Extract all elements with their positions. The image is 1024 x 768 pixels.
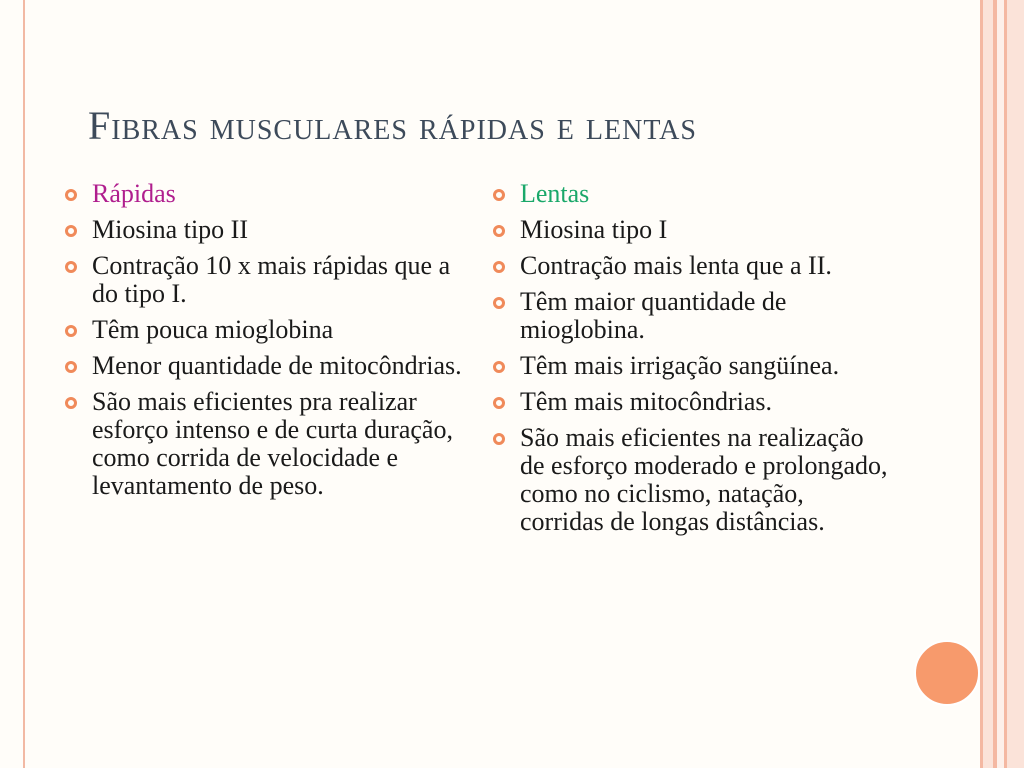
ring-bullet-icon — [493, 397, 505, 409]
list-item-text: Contração 10 x mais rápidas que a do tipo I. — [92, 251, 451, 308]
list-item-text: Miosina tipo II — [92, 215, 248, 244]
list-item-text: Menor quantidade de mitocôndrias. — [92, 351, 462, 380]
list-item — [490, 288, 890, 344]
list-item-text: Têm mais irrigação sangüínea. — [520, 351, 840, 380]
list-item — [490, 352, 890, 380]
list-item-text: Têm mais mitocôndrias. — [520, 387, 773, 416]
list-item — [490, 252, 890, 280]
list-item — [62, 316, 462, 344]
decorative-circle — [914, 640, 980, 706]
right-column-list — [490, 180, 890, 544]
ring-bullet-icon — [65, 225, 77, 237]
list-item — [62, 216, 462, 244]
ring-bullet-icon — [493, 433, 505, 445]
slide-title: Fibras musculares rápidas e lentas — [88, 103, 697, 148]
ring-bullet-icon — [493, 261, 505, 273]
list-item — [62, 352, 462, 380]
right-column-header — [490, 180, 890, 208]
left-column-header — [62, 180, 462, 208]
list-item — [490, 388, 890, 416]
left-decorative-line — [23, 0, 25, 768]
list-item — [490, 216, 890, 244]
list-item-text: Têm pouca mioglobina — [92, 315, 334, 344]
left-column-list — [62, 180, 462, 508]
ring-bullet-icon — [65, 361, 77, 373]
right-header-text: Lentas — [520, 179, 590, 208]
list-item-text: São mais eficientes pra realizar esforço intenso e de curta duração, como corrida de velocidade e levantamento de peso. — [92, 387, 453, 500]
list-item-text: Miosina tipo I — [520, 215, 668, 244]
ring-bullet-icon — [493, 361, 505, 373]
list-item-text: Têm maior quantidade de mioglobina. — [520, 287, 787, 344]
left-header-text: Rápidas — [92, 179, 176, 208]
list-item — [62, 388, 462, 500]
list-item-text: Contração mais lenta que a II. — [520, 251, 832, 280]
ring-bullet-icon — [493, 189, 505, 201]
list-item — [490, 424, 890, 536]
ring-bullet-icon — [65, 397, 77, 409]
list-item-text: São mais eficientes na realização de esforço moderado e prolongado, como no ciclismo, natação, corridas de longas distâncias. — [520, 423, 888, 536]
list-item — [62, 252, 462, 308]
ring-bullet-icon — [65, 325, 77, 337]
ring-bullet-icon — [493, 297, 505, 309]
ring-bullet-icon — [65, 189, 77, 201]
ring-bullet-icon — [493, 225, 505, 237]
right-decorative-stripes — [980, 0, 1024, 768]
ring-bullet-icon — [65, 261, 77, 273]
